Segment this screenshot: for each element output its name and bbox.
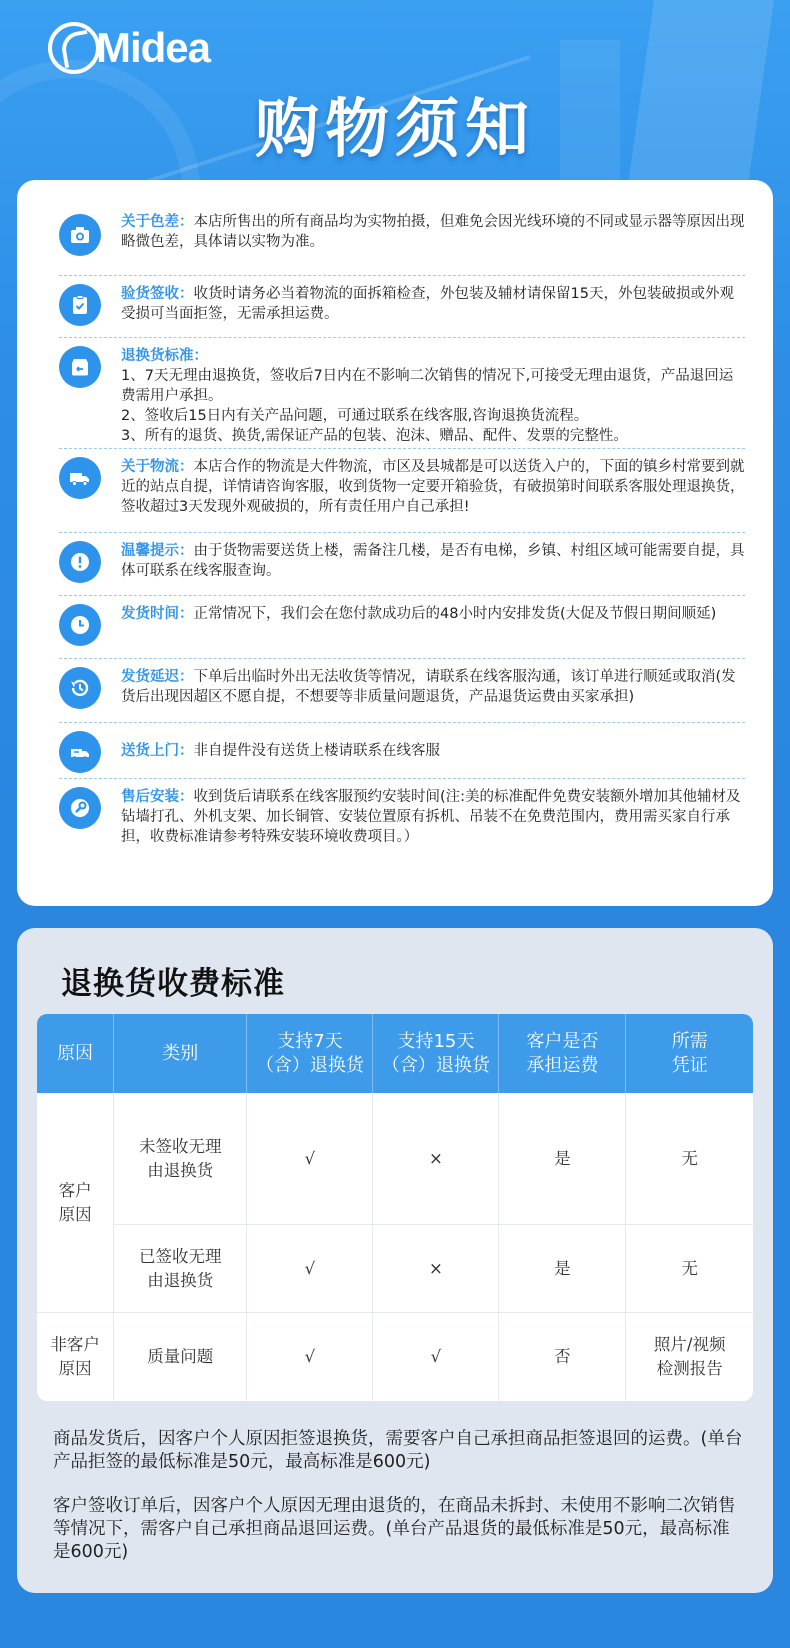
notice-item	[59, 449, 745, 533]
fee-table	[37, 1014, 753, 1401]
cell-reason: 非客户 原因	[37, 1312, 114, 1401]
notice-body: 本店合作的物流是大件物流，市区及县城都是可以送货入户的，下面的镇乡村常要到就近的站点自提，详情请咨询客服，收到货物一定要开箱验货，有破损第时间联系客服处理退换货，签收超过3天发现外观破损的，所有责任用户自己承担!	[121, 459, 745, 515]
notice-body: 正常情况下，我们会在您付款成功后的48小时内安排发货(大促及节假日期间顺延)	[193, 606, 717, 622]
notice-title: 发货延迟：	[121, 669, 194, 685]
cell-category: 已签收无理 由退换货	[114, 1225, 247, 1312]
cell-proof: 照片/视频 检测报告	[653, 1334, 726, 1378]
cell-15day: ×	[373, 1225, 499, 1312]
header-7day: 支持7天 （含）退换货	[247, 1014, 373, 1093]
cell-category: 未签收无理 由退换货	[114, 1093, 247, 1225]
alert-icon	[59, 541, 101, 583]
cell-15day: √	[373, 1312, 499, 1401]
notice-body: 收到货后请联系在线客服预约安装时间(注:美的标准配件免费安装额外增加其他辅材及钻墙打孔、外机支架、加长铜管、安装位置原有拆机、吊装不在免费范围内，费用需买家自行承担，收费标准请参考特殊安装环境收费项目。）	[121, 789, 741, 845]
notice-item	[59, 338, 745, 449]
notice-item	[59, 779, 745, 859]
table-header-row	[37, 1014, 753, 1093]
table-row	[37, 1093, 753, 1225]
header-proof: 所需 凭证	[626, 1014, 753, 1093]
wrench-icon	[59, 787, 101, 829]
header-freight: 客户是否 承担运费	[499, 1014, 626, 1093]
notice-line: 1、7天无理由退换货，签收后7日内在不影响二次销售的情况下,可接受无理由退货，产品退回运费需用户承担。	[121, 368, 734, 404]
section-title: 退换货收费标准	[61, 966, 285, 1002]
notice-body: 下单后出临时外出无法收货等情况，请联系在线客服沟通，该订单进行顺延或取消(发货后出现因超区不愿自提，不想要等非质量问题退货，产品退货运费由买家承担)	[121, 669, 736, 705]
notice-title: 送货上门：	[121, 743, 194, 759]
camera-icon	[59, 214, 101, 256]
notice-item	[59, 659, 745, 723]
fee-card	[17, 928, 773, 1593]
cell-proof: 无	[626, 1225, 753, 1312]
notice-title: 验货签收：	[121, 286, 194, 302]
notice-title: 发货时间：	[121, 606, 194, 622]
cell-7day: √	[247, 1093, 373, 1225]
cell-proof: 无	[626, 1093, 753, 1225]
header-reason: 原因	[37, 1014, 114, 1093]
notice-body: 非自提件没有送货上楼请联系在线客服	[193, 743, 440, 759]
cell-reason: 客户 原因	[37, 1093, 114, 1312]
notice-item	[59, 723, 745, 779]
table-row	[37, 1225, 753, 1312]
history-icon	[59, 667, 101, 709]
return-box-icon	[59, 346, 101, 388]
fee-note-1: 商品发货后，因客户个人原因拒签退换货，需要客户自己承担商品拒签退回的运费。(单台产品拒签的最低标准是50元，最高标准是600元)	[53, 1429, 743, 1472]
notice-line: 3、所有的退货、换货,需保证产品的包装、泡沫、赠品、配件、发票的完整性。	[121, 428, 628, 444]
notice-item	[59, 533, 745, 596]
clock-icon	[59, 604, 101, 646]
header-category: 类别	[114, 1014, 247, 1093]
cell-freight: 是	[499, 1093, 626, 1225]
notice-card	[17, 180, 773, 906]
notice-title: 退换货标准：	[121, 348, 208, 364]
delivery-icon	[59, 731, 101, 773]
fee-note-2: 客户签收订单后，因客户个人原因无理由退货的，在商品未拆封、未使用不影响二次销售等情况下，需客户自己承担商品退回运费。(单台产品退货的最低标准是50元，最高标准是600元)	[53, 1496, 736, 1562]
notice-body: 收货时请务必当着物流的面拆箱检查，外包装及辅材请保留15天，外包装破损或外观受损可当面拒签，无需承担运费。	[121, 286, 734, 322]
truck-icon	[59, 457, 101, 499]
notice-item	[59, 596, 745, 659]
notice-title: 温馨提示：	[121, 543, 194, 559]
cell-category: 质量问题	[114, 1312, 247, 1401]
cell-15day: ×	[373, 1093, 499, 1225]
cell-7day: √	[247, 1225, 373, 1312]
brand-name: Midea	[96, 24, 211, 71]
brand-logo	[48, 22, 210, 74]
cell-7day: √	[247, 1312, 373, 1401]
notice-item	[59, 276, 745, 338]
notice-line: 2、签收后15日内有关产品问题，可通过联系在线客服,咨询退换货流程。	[121, 408, 589, 424]
notice-body: 由于货物需要送货上楼，需备注几楼，是否有电梯，乡镇、村组区域可能需要自提，具体可联系在线客服查询。	[121, 543, 745, 579]
midea-logo-icon	[48, 22, 100, 74]
header-15day: 支持15天 （含）退换货	[373, 1014, 499, 1093]
notice-title: 关于物流：	[121, 459, 194, 475]
notice-title: 售后安装：	[121, 789, 194, 805]
cell-freight: 否	[499, 1312, 626, 1401]
table-row	[37, 1312, 753, 1401]
cell-freight: 是	[499, 1225, 626, 1312]
notice-item	[59, 210, 745, 276]
page-title: 购物须知	[255, 93, 535, 167]
notice-body: 本店所售出的所有商品均为实物拍摄，但难免会因光线环境的不同或显示器等原因出现略微色差，具体请以实物为准。	[121, 214, 745, 250]
notice-title: 关于色差：	[121, 214, 194, 230]
clipboard-check-icon	[59, 284, 101, 326]
